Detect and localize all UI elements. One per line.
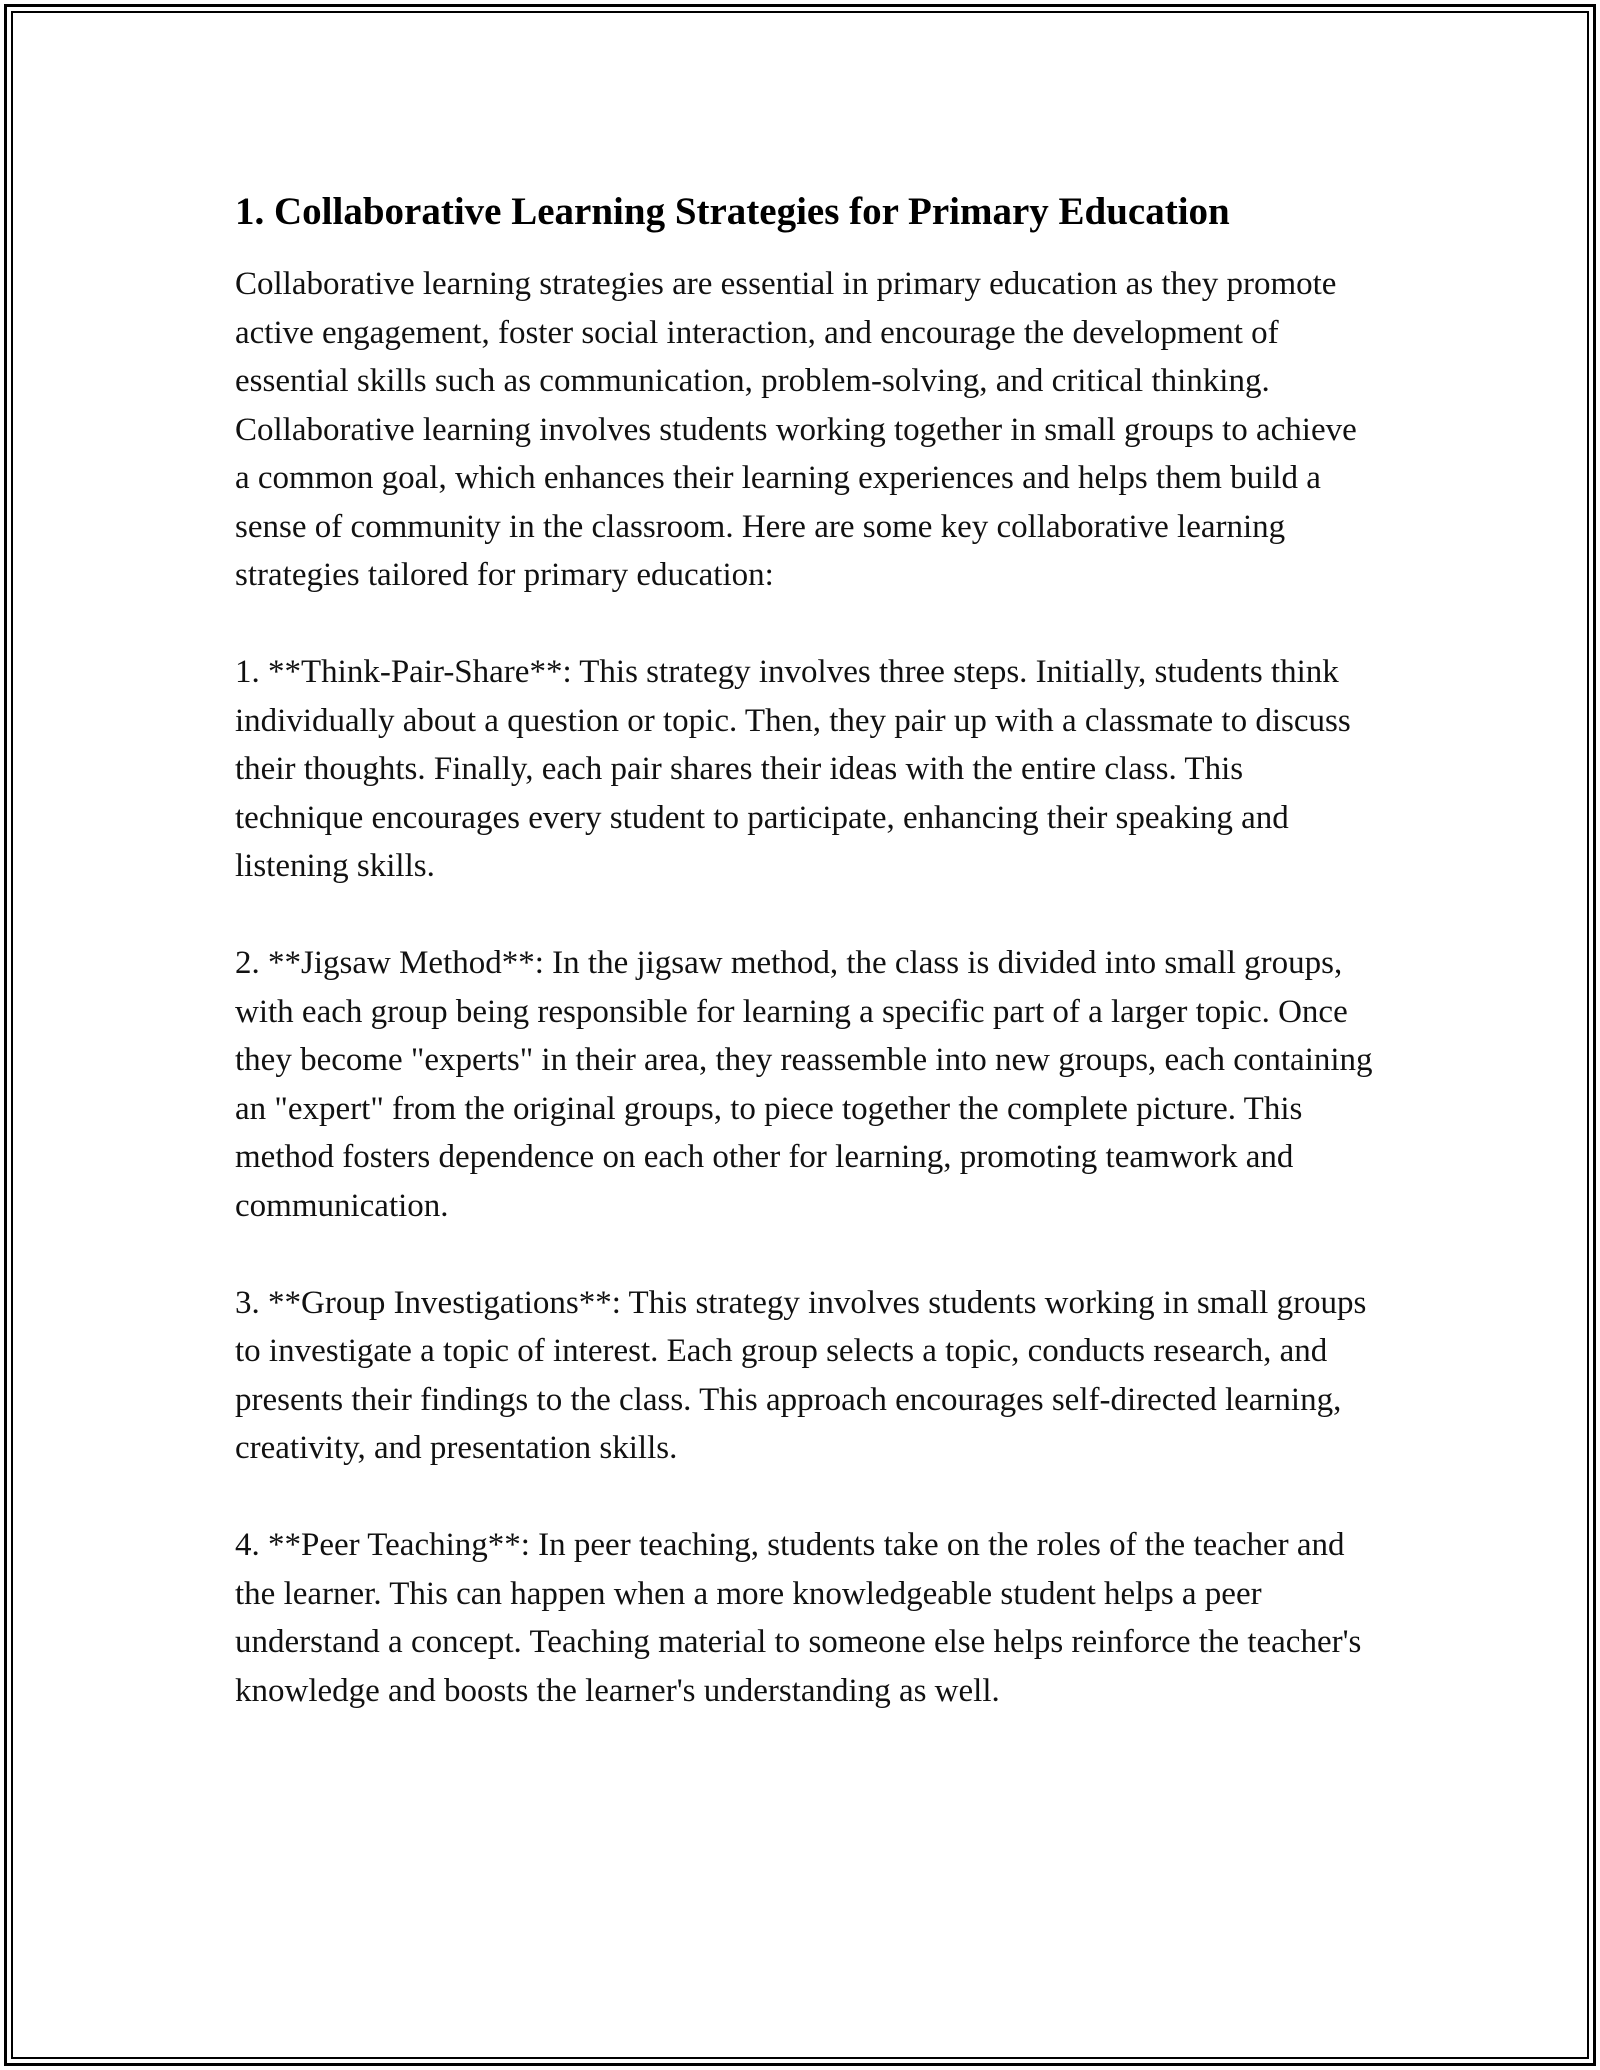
- document-title: 1. Collaborative Learning Strategies for Primary Education: [235, 190, 1230, 233]
- strategy-group-investigations: 3. **Group Investigations**: This strategy involves students working in small groups to investigate a topic of interest. Each group selects a topic, conducts research, and presents their findings to the class. This approach encourages self-directed learning, creativity, and presentation skills.: [235, 1284, 1367, 1466]
- document-body: [235, 186, 1375, 1715]
- strategy-jigsaw-method: 2. **Jigsaw Method**: In the jigsaw method, the class is divided into small groups, with each group being responsible for learning a specific part of a larger topic. Once they become "experts" in their area, they reassemble into new groups, each containing an "expert" from the original groups, to piece together the complete picture. This method fosters dependence on each other for learning, promoting teamwork and communication.: [235, 945, 1373, 1224]
- strategy-think-pair-share: 1. **Think-Pair-Share**: This strategy involves three steps. Initially, students think individually about a question or topic. Then, they pair up with a classmate to discuss their thoughts. Finally, each pair shares their ideas with the entire class. This technique encourages every student to participate, enhancing their speaking and listening skills.: [235, 654, 1351, 884]
- strategy-peer-teaching: 4. **Peer Teaching**: In peer teaching, students take on the roles of the teacher and the learner. This can happen when a more knowledgeable student helps a peer understand a concept. Teaching material to someone else helps reinforce the teacher's knowledge and boosts the learner's understanding as well.: [235, 1527, 1362, 1709]
- intro-paragraph: Collaborative learning strategies are essential in primary education as they promote active engagement, foster social interaction, and encourage the development of essential skills such as communication, problem-solving, and critical thinking. Collaborative learning involves students working together in small groups to achieve a common goal, which enhances their learning experiences and helps them build a sense of community in the classroom. Here are some key collaborative learning strategies tailored for primary education:: [235, 266, 1357, 593]
